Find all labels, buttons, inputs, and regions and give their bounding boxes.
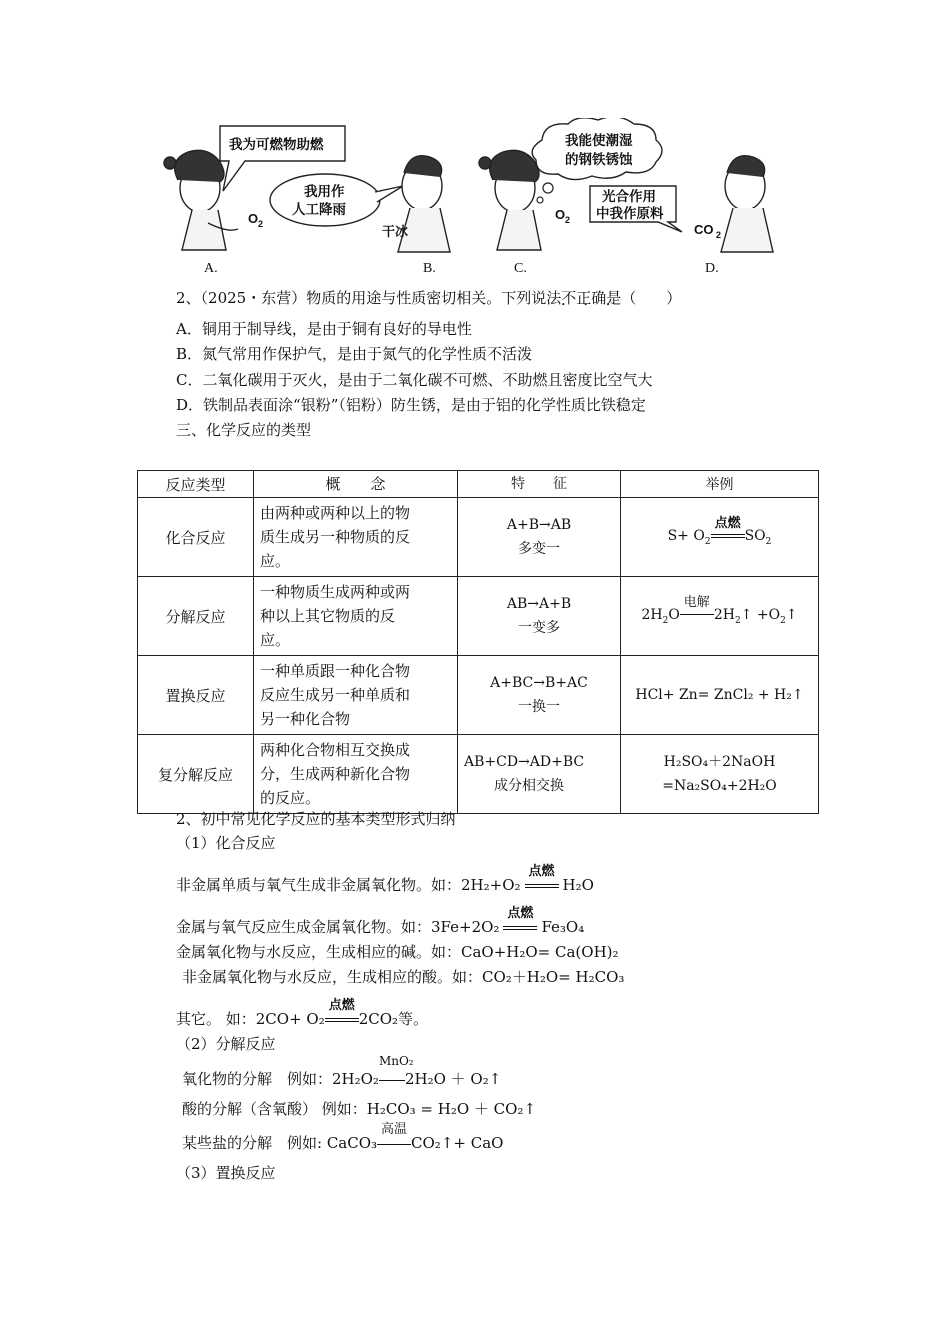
stem-post: 是（ ） — [606, 289, 682, 307]
combination-line-2: 金属与氧气反应生成金属氧化物。如：3Fe+2O₂ 点燃 Fe₃O₄ — [176, 906, 585, 936]
combination-line-1: 非金属单质与氧气生成非金属氧化物。如：2H₂+O₂ 点燃 H₂O — [176, 864, 594, 894]
concept-cell: 由两种或两种以上的物 质生成另一种物质的反 应。 — [254, 498, 458, 577]
bubble-d-line1: 光合作用 — [602, 189, 656, 205]
tag-b: 干冰 — [382, 224, 409, 239]
caption-a: A. — [204, 261, 218, 276]
table-row — [138, 498, 819, 577]
header-type: 反应类型 — [138, 471, 254, 498]
example-cell: H₂SO₄＋2NaOH =Na₂SO₄+2H₂O — [621, 735, 819, 814]
type-cell: 分解反应 — [138, 577, 254, 656]
boy-figure-d — [721, 156, 773, 252]
table-header-row — [138, 471, 819, 498]
decomposition-line-3: 某些盐的分解 例如: CaCO₃ 高温 CO₂↑+ CaO — [182, 1122, 504, 1152]
header-example: 举例 — [621, 471, 819, 498]
feature-cell: AB+CD→AD+BC 成分相交换 — [458, 735, 621, 814]
combination-line-5: 其它。 如：2CO+ O₂ 点燃 2CO₂等。 — [176, 998, 429, 1028]
bubble-c-line2: 的钢铁锈蚀 — [565, 152, 633, 168]
girl-figure-a — [164, 150, 238, 250]
option-d: D．铁制品表面涂“银粉”（铝粉）防生锈，是由于铝的化学性质比铁稳定 — [176, 396, 646, 414]
type-cell: 复分解反应 — [138, 735, 254, 814]
option-c: C．二氧化碳用于灭火，是由于二氧化碳不可燃、不助燃且密度比空气大 — [176, 371, 653, 389]
table-row — [138, 656, 819, 735]
reaction-type-table — [137, 470, 819, 814]
type-cell: 置换反应 — [138, 656, 254, 735]
bubble-c-line1: 我能使潮湿 — [565, 133, 633, 149]
svg-text:2: 2 — [565, 215, 571, 225]
feature-cell: A+B→AB 多变一 — [458, 498, 621, 577]
speech-bubble-b — [270, 174, 403, 226]
subsection-combination: （1）化合反应 — [176, 834, 276, 852]
question-stem — [176, 287, 681, 308]
cartoon-illustration — [160, 118, 800, 280]
decomposition-line-2: 酸的分解（含氧酸） 例如：H₂CO₃ = H₂O ＋ CO₂↑ — [182, 1100, 537, 1118]
caption-b: B. — [423, 261, 436, 276]
concept-cell: 一种单质跟一种化合物 反应生成另一种单质和 另一种化合物 — [254, 656, 458, 735]
table-row — [138, 735, 819, 814]
concept-cell: 一种物质生成两种或两 种以上其它物质的反 应。 — [254, 577, 458, 656]
reaction-condition: 电解 — [680, 607, 714, 623]
tag-c: O — [555, 207, 566, 222]
bubble-b-line1: 我用作 — [304, 184, 345, 200]
option-b: B．氮气常用作保护气，是由于氮气的化学性质不活泼 — [176, 345, 533, 363]
section-title: 三、化学反应的类型 — [176, 421, 312, 439]
bubble-d-line2: 中我作原料 — [596, 206, 664, 222]
reaction-condition: 点燃 — [711, 528, 745, 544]
concept-cell: 两种化合物相互交换成 分，生成两种新化合物 的反应。 — [254, 735, 458, 814]
example-cell: HCl+ Zn= ZnCl₂ + H₂↑ — [621, 656, 819, 735]
subsection-replacement: （3）置换反应 — [176, 1164, 276, 1182]
svg-text:2: 2 — [716, 230, 722, 240]
summary-title: 2、初中常见化学反应的基本类型形式归纳 — [176, 810, 456, 828]
svg-text:2: 2 — [258, 219, 264, 229]
bubble-a-text: 我为可燃物助燃 — [229, 137, 324, 153]
example-cell: $S+ O_2$ 点燃 $SO_2$ — [621, 498, 819, 577]
feature-cell: A+BC→B+AC 一换一 — [458, 656, 621, 735]
caption-c: C. — [514, 261, 527, 276]
table-row — [138, 577, 819, 656]
girl-figure-c — [479, 150, 541, 250]
tag-d: CO — [694, 222, 714, 237]
combination-line-4: 非金属氧化物与水反应，生成相应的酸。如：CO₂＋H₂O= H₂CO₃ — [182, 968, 625, 986]
option-a: A．铜用于制导线，是由于铜有良好的导电性 — [176, 320, 472, 338]
decomposition-line-1: 氧化物的分解 例如：2H₂O₂ MnO₂ 2H₂O ＋ O₂↑ — [182, 1054, 502, 1088]
header-concept: 概 念 — [254, 471, 458, 498]
bubble-b-line2: 人工降雨 — [292, 202, 346, 218]
stem-emphasis: 不正确 • • • — [561, 287, 606, 308]
stem-pre: 2、（2025・东营）物质的用途与性质密切相关。下列说法 — [176, 289, 562, 307]
feature-cell: AB→A+B 一变多 — [458, 577, 621, 656]
combination-line-3: 金属氧化物与水反应，生成相应的碱。如：CaO+H₂O= Ca(OH)₂ — [176, 943, 619, 961]
speech-bubble-d — [590, 186, 682, 232]
type-cell: 化合反应 — [138, 498, 254, 577]
header-feature: 特 征 — [458, 471, 621, 498]
subsection-decomposition: （2）分解反应 — [176, 1035, 276, 1053]
tag-a: O — [248, 211, 259, 226]
example-cell: $2H_2O$ 电解 $2H_2↑$ $+O_2↑$ — [621, 577, 819, 656]
caption-d: D. — [705, 261, 719, 276]
